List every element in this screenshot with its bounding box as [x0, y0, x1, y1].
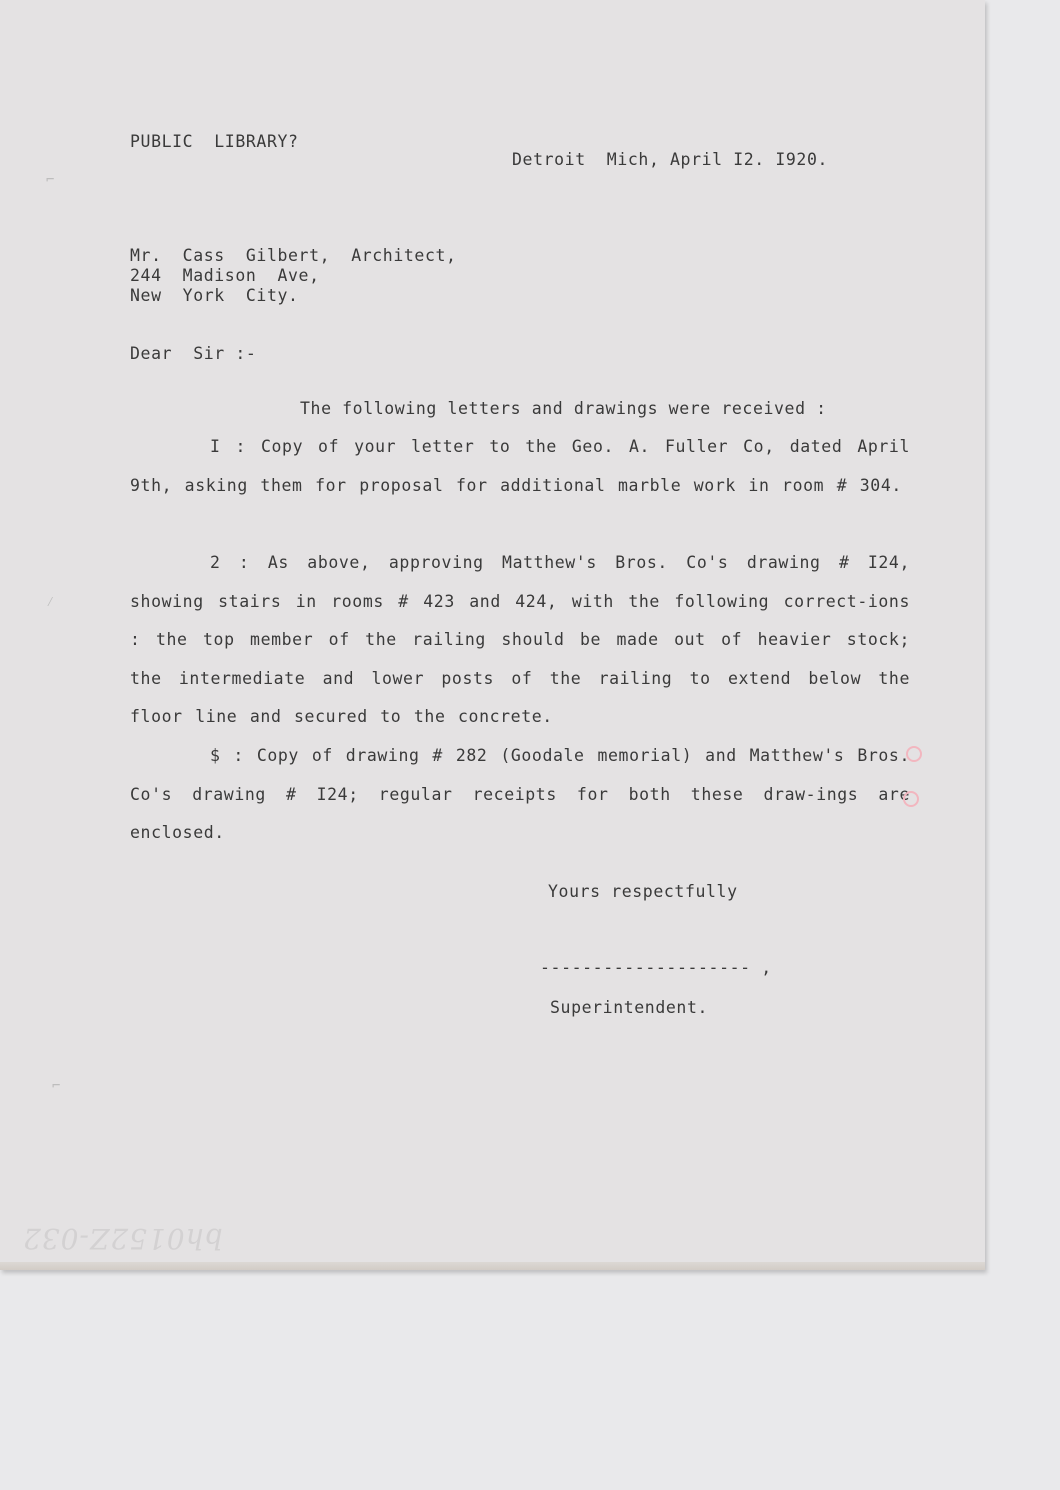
item-2-text: 2 : As above, approving Matthew's Bros. Co's drawing # I24, showing stairs in rooms # 423 and 424, with the following correct-ions : the top member of the railing should be made out of heavier stock; the intermediate and lower posts of the railing to extend below the floor line and secured to the concrete. — [130, 553, 910, 727]
closing: Yours respectfully — [548, 882, 738, 901]
margin-mark-icon: ⁄ — [46, 594, 55, 610]
pink-mark-icon — [906, 746, 922, 762]
salutation: Dear Sir :- — [130, 344, 257, 363]
date-line: Detroit Mich, April I2. I920. — [512, 150, 829, 169]
signature-title: Superintendent. — [550, 998, 709, 1017]
pink-mark-icon — [903, 791, 919, 807]
item-1-paragraph — [130, 428, 910, 505]
item-1-text: I : Copy of your letter to the Geo. A. Fuller Co, dated April 9th, asking them for proposal for additional marble work in room # 304. — [130, 437, 910, 495]
recipient-line-2: 244 Madison Ave, — [130, 266, 320, 285]
recipient-line-3: New York City. — [130, 286, 299, 305]
margin-mark-icon: ⌐ — [46, 172, 55, 188]
item-3-text: $ : Copy of drawing # 282 (Goodale memorial) and Matthew's Bros. Co's drawing # I24; regular receipts for both these draw-ings are enclosed. — [130, 746, 910, 843]
item-3-paragraph — [130, 737, 910, 853]
recipient-line-1: Mr. Cass Gilbert, Architect, — [130, 246, 457, 265]
intro-paragraph: The following letters and drawings were received : — [300, 399, 827, 418]
margin-mark-icon: ⌐ — [52, 1078, 61, 1094]
archive-stamp: bh0152Z-032 — [22, 1222, 223, 1255]
letter-header: PUBLIC LIBRARY? — [130, 132, 299, 151]
signature-line: -------------------- , — [540, 958, 772, 977]
item-2-paragraph — [130, 544, 910, 737]
